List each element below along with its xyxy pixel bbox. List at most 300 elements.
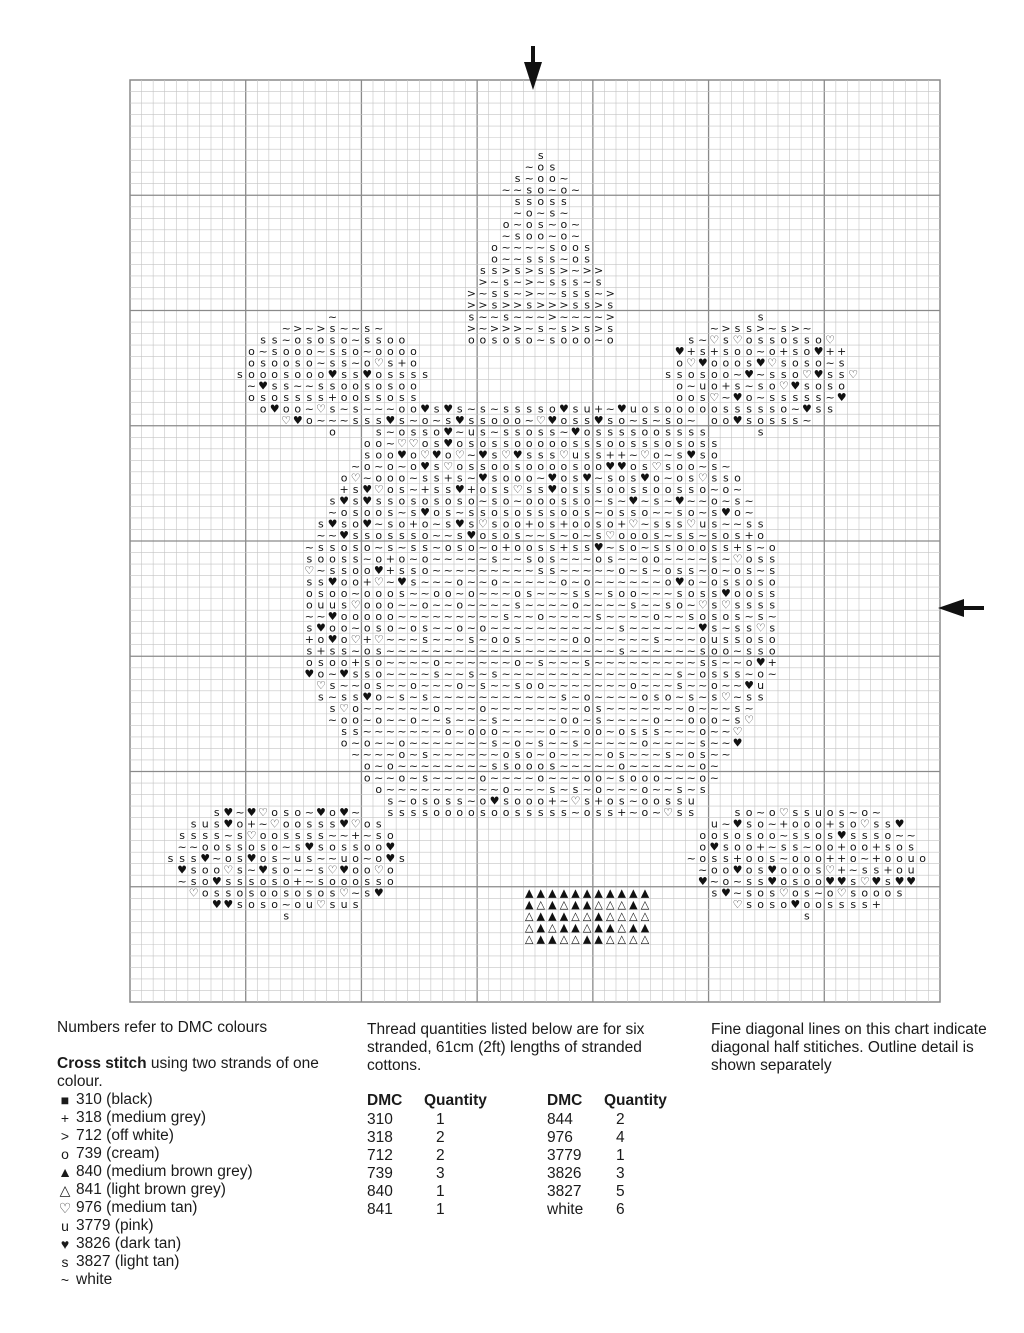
stitch-mark: ♥: [211, 874, 222, 888]
stitch-mark: ~: [732, 483, 743, 497]
stitch-mark: s: [306, 333, 313, 347]
stitch-mark: o: [305, 413, 313, 427]
stitch-mark: ~: [478, 759, 488, 773]
stitch-mark: s: [387, 517, 394, 531]
stitch-mark: o: [687, 437, 695, 451]
stitch-mark: ~: [628, 656, 638, 670]
stitch-mark: ♡: [697, 471, 708, 485]
stitch-mark: s: [387, 494, 394, 508]
stitch-mark: s: [399, 690, 405, 704]
thread-quantity: 3: [616, 1165, 625, 1182]
stitch-mark: s: [827, 828, 833, 842]
stitch-mark: o: [294, 898, 302, 912]
stitch-mark: o: [271, 805, 279, 819]
stitch-mark: o: [444, 805, 452, 819]
stitch-mark: ~: [385, 690, 395, 704]
stitch-mark: s: [491, 483, 498, 497]
stitch-mark: ~: [547, 702, 557, 716]
stitch-mark: +: [837, 863, 847, 877]
stitch-mark: s: [584, 287, 590, 301]
stitch-mark: ~: [756, 805, 766, 819]
stitch-mark: s: [537, 252, 544, 266]
stitch-mark: ~: [327, 851, 338, 865]
stitch-mark: ▲: [571, 921, 580, 935]
stitch-mark: s: [491, 471, 498, 485]
stitch-mark: ~: [663, 471, 673, 485]
stitch-mark: ♡: [720, 690, 731, 704]
stitch-mark: o: [560, 713, 568, 727]
stitch-mark: ~: [536, 725, 546, 739]
stitch-mark: s: [746, 413, 752, 427]
stitch-mark: △: [571, 932, 580, 946]
stitch-mark: o: [560, 241, 568, 255]
stitch-mark: s: [283, 379, 290, 393]
stitch-mark: s: [318, 863, 324, 877]
stitch-mark: s: [618, 771, 625, 785]
stitch-mark: ~: [663, 552, 673, 566]
color-key-item: [57, 1253, 357, 1271]
stitch-mark: s: [746, 817, 752, 831]
stitch-mark: o: [386, 828, 394, 842]
stitch-mark: ~: [582, 310, 592, 324]
stitch-mark: s: [780, 390, 787, 404]
stitch-mark: s: [387, 540, 394, 554]
stitch-mark: ~: [594, 287, 604, 301]
stitch-mark: ♡: [304, 563, 315, 577]
stitch-mark: u: [305, 898, 313, 912]
stitch-mark: △: [605, 898, 615, 912]
stitch-mark: o: [514, 736, 522, 750]
thread-quantity: 1: [616, 1147, 625, 1164]
stitch-mark: ~: [408, 759, 419, 773]
stitch-mark: s: [491, 529, 498, 543]
stitch-mark: ~: [524, 575, 534, 589]
stitch-mark: ~: [698, 529, 708, 543]
stitch-mark: s: [838, 367, 845, 381]
thread-quantity: 4: [616, 1129, 625, 1146]
stitch-mark: s: [179, 851, 185, 865]
stitch-mark: o: [271, 840, 279, 854]
stitch-mark: ~: [628, 552, 638, 566]
stitch-mark: s: [642, 563, 648, 577]
stitch-mark: ~: [605, 690, 615, 704]
stitch-mark: ~: [605, 782, 615, 796]
stitch-mark: ♥: [339, 817, 350, 831]
stitch-mark: o: [849, 817, 857, 831]
stitch-mark: s: [607, 321, 614, 335]
stitch-mark: ~: [779, 851, 789, 865]
stitch-mark: s: [665, 413, 671, 427]
stitch-mark: s: [642, 725, 648, 739]
dmc-code: white: [547, 1201, 584, 1218]
stitch-mark: o: [664, 483, 672, 497]
stitch-mark: ♥: [177, 863, 188, 877]
stitch-mark: o: [560, 471, 568, 485]
stitch-mark: o: [699, 483, 707, 497]
thread-row: [367, 1129, 667, 1147]
stitch-mark: ~: [443, 563, 453, 577]
stitch-mark: ~: [605, 679, 615, 693]
stitch-mark: s: [711, 552, 718, 566]
stitch-mark: o: [803, 851, 811, 865]
stitch-mark: ~: [513, 563, 523, 577]
stitch-mark: ♥: [547, 413, 558, 427]
stitch-mark: ~: [524, 644, 534, 658]
stitch-mark: ▲: [594, 909, 603, 923]
stitch-mark: o: [386, 333, 394, 347]
stitch-mark: ~: [698, 702, 708, 716]
stitch-mark: s: [306, 886, 313, 900]
stitch-mark: ~: [304, 321, 314, 335]
stitch-mark: ~: [732, 679, 743, 693]
stitch-mark: o: [757, 667, 765, 681]
stitch-mark: o: [502, 805, 510, 819]
stitch-mark: ~: [744, 609, 754, 623]
stitch-mark: ♥: [362, 517, 373, 531]
stitch-mark: s: [734, 805, 741, 819]
stitch-mark: o: [363, 563, 371, 577]
stitch-mark: s: [850, 874, 857, 888]
stitch-mark: o: [491, 540, 498, 554]
stitch-mark: ~: [721, 517, 731, 531]
stitch-mark: ♥: [443, 437, 454, 451]
stitch-mark: ♥: [477, 471, 488, 485]
stitch-mark: o: [687, 367, 695, 381]
stitch-mark: ~: [617, 782, 627, 796]
stitch-mark: s: [711, 471, 718, 485]
stitch-mark: ~: [339, 828, 349, 842]
stitch-symbol-icon: s: [61, 1254, 69, 1270]
stitch-mark: o: [768, 828, 776, 842]
stitch-mark: ~: [397, 782, 407, 796]
stitch-mark: ~: [466, 656, 476, 670]
stitch-mark: >: [478, 298, 488, 312]
stitch-mark: ~: [513, 771, 523, 785]
stitch-mark: o: [386, 863, 394, 877]
stitch-mark: o: [201, 874, 209, 888]
stitch-mark: +: [605, 448, 615, 462]
stitch-mark: o: [815, 817, 822, 831]
stitch-mark: s: [561, 195, 567, 209]
stitch-mark: o: [375, 552, 383, 566]
stitch-mark: ▲: [536, 932, 546, 946]
stitch-mark: >: [524, 287, 534, 301]
stitch-mark: s: [792, 840, 799, 854]
stitch-mark: o: [329, 552, 336, 566]
stitch-mark: ~: [628, 690, 638, 704]
stitch-mark: s: [375, 679, 382, 693]
stitch-mark: ~: [594, 506, 604, 520]
stitch-mark: o: [248, 356, 255, 370]
stitch-mark: △: [594, 898, 603, 912]
stitch-mark: +: [756, 840, 766, 854]
stitch-mark: ▲: [582, 886, 592, 900]
stitch-mark: ▲: [548, 886, 557, 900]
stitch-mark: ~: [536, 529, 546, 543]
stitch-mark: s: [769, 898, 776, 912]
stitch-mark: o: [791, 863, 799, 877]
stitch-mark: ~: [628, 575, 638, 589]
stitch-mark: ~: [594, 598, 604, 612]
stitch-mark: s: [503, 609, 509, 623]
stitch-mark: ~: [594, 667, 604, 681]
stitch-mark: o: [329, 621, 336, 635]
stitch-mark: ~: [501, 575, 511, 589]
dmc-code: 3826: [547, 1165, 582, 1182]
stitch-mark: ~: [513, 690, 523, 704]
stitch-mark: s: [861, 863, 868, 877]
stitch-mark: s: [792, 805, 799, 819]
stitch-mark: s: [699, 390, 706, 404]
stitch-mark: s: [399, 483, 405, 497]
stitch-mark: ~: [709, 771, 719, 785]
stitch-mark: s: [711, 460, 718, 474]
stitch-mark: ♥: [327, 517, 338, 531]
stitch-mark: s: [711, 690, 718, 704]
cross-stitch-instruction: [57, 1055, 357, 1091]
stitch-mark: ▲: [548, 898, 557, 912]
stitch-mark: o: [595, 552, 603, 566]
stitch-mark: o: [386, 483, 394, 497]
stitch-mark: ~: [466, 679, 476, 693]
stitch-mark: s: [237, 828, 243, 842]
stitch-mark: s: [549, 540, 556, 554]
stitch-mark: u: [467, 425, 475, 439]
stitch-mark: o: [583, 771, 591, 785]
stitch-mark: o: [363, 817, 371, 831]
stitch-mark: ~: [617, 736, 627, 750]
stitch-mark: ~: [513, 310, 523, 324]
stitch-mark: ♥: [454, 483, 465, 497]
stitch-mark: o: [271, 390, 279, 404]
stitch-mark: s: [480, 506, 486, 520]
stitch-mark: s: [514, 460, 521, 474]
stitch-mark: ~: [327, 413, 338, 427]
stitch-mark: o: [560, 229, 568, 243]
stitch-mark: o: [479, 725, 487, 739]
stitch-mark: o: [606, 483, 614, 497]
stitch-mark: ♥: [593, 540, 604, 554]
stitch-mark: s: [433, 460, 440, 474]
stitch-mark: o: [803, 863, 811, 877]
stitch-mark: u: [294, 851, 302, 865]
stitch-mark: s: [584, 794, 590, 808]
stitch-mark: s: [399, 586, 405, 600]
stitch-mark: >: [547, 310, 557, 324]
stitch-mark: ~: [640, 575, 650, 589]
stitch-mark: ~: [362, 552, 372, 566]
stitch-mark: o: [444, 586, 452, 600]
stitch-mark: ~: [397, 725, 407, 739]
stitch-mark: ♡: [697, 598, 708, 612]
stitch-mark: o: [768, 344, 776, 358]
stitch-mark: ~: [559, 794, 569, 808]
stitch-mark: s: [260, 840, 266, 854]
stitch-mark: ~: [524, 771, 534, 785]
stitch-mark: ~: [640, 621, 650, 635]
stitch-mark: ♥: [362, 483, 373, 497]
stitch-mark: ♡: [373, 632, 384, 646]
stitch-mark: s: [294, 828, 301, 842]
stitch-mark: ~: [756, 563, 766, 577]
stitch-mark: ♥: [258, 863, 269, 877]
stitch-mark: ~: [617, 632, 627, 646]
stitch-mark: o: [653, 471, 660, 485]
stitch-mark: s: [271, 874, 278, 888]
stitch-mark: ~: [374, 460, 384, 474]
stitch-mark: o: [340, 713, 348, 727]
stitch-mark: o: [606, 748, 614, 762]
stitch-mark: o: [710, 413, 718, 427]
stitch-mark: ~: [536, 598, 546, 612]
stitch-mark: ♡: [443, 460, 454, 474]
stitch-mark: ~: [767, 667, 777, 681]
color-key-item: [57, 1181, 357, 1199]
stitch-mark: +: [362, 575, 372, 589]
stitch-mark: ~: [559, 679, 569, 693]
stitch-mark: >: [513, 321, 523, 335]
stitch-mark: ♡: [223, 863, 234, 877]
stitch-mark: ~: [640, 702, 650, 716]
stitch-mark: s: [676, 679, 683, 693]
stitch-mark: s: [364, 886, 371, 900]
stitch-mark: ▲: [594, 921, 603, 935]
stitch-mark: ~: [455, 586, 465, 600]
stitch-mark: s: [364, 413, 371, 427]
stitch-mark: s: [688, 529, 695, 543]
stitch-mark: o: [710, 575, 718, 589]
stitch-mark: ~: [547, 656, 557, 670]
stitch-mark: o: [410, 379, 417, 393]
stitch-mark: s: [746, 874, 752, 888]
stitch-mark: s: [676, 448, 683, 462]
stitch-mark: ~: [559, 736, 569, 750]
stitch-mark: ~: [351, 356, 361, 370]
stitch-mark: ♥: [674, 494, 685, 508]
stitch-mark: ▲: [629, 921, 638, 935]
stitch-mark: ♥: [790, 898, 801, 912]
stitch-mark: o: [502, 471, 510, 485]
stitch-mark: o: [421, 517, 429, 531]
stitch-mark: +: [732, 851, 743, 865]
stitch-mark: o: [456, 621, 464, 635]
stitch-mark: ~: [663, 644, 673, 658]
stitch-mark: ~: [420, 736, 430, 750]
stitch-mark: o: [398, 344, 406, 358]
stitch-mark: ♥: [420, 460, 431, 474]
stitch-mark: s: [734, 598, 741, 612]
stitch-mark: ~: [536, 241, 546, 255]
stitch-mark: o: [525, 206, 533, 220]
stitch-mark: ~: [443, 575, 453, 589]
stitch-mark: ♡: [778, 805, 789, 819]
stitch-mark: ~: [559, 759, 569, 773]
stitch-mark: s: [584, 437, 590, 451]
stitch-mark: s: [503, 402, 509, 416]
stitch-mark: ~: [536, 333, 546, 347]
stitch-mark: s: [792, 413, 799, 427]
stitch-mark: ~: [559, 310, 569, 324]
stitch-mark: o: [618, 563, 626, 577]
stitch-mark: +: [871, 851, 881, 865]
stitch-mark: s: [757, 552, 764, 566]
stitch-mark: o: [502, 494, 510, 508]
stitch-mark: ~: [524, 563, 534, 577]
stitch-mark: ~: [432, 517, 442, 531]
stitch-mark: o: [398, 402, 406, 416]
stitch-mark: s: [549, 759, 556, 773]
stitch-mark: o: [386, 759, 394, 773]
stitch-symbol-icon: >: [60, 1128, 70, 1144]
stitch-mark: s: [537, 402, 544, 416]
stitch-mark: s: [352, 690, 359, 704]
stitch-mark: ~: [605, 575, 615, 589]
stitch-mark: ~: [640, 656, 650, 670]
stitch-mark: o: [745, 805, 753, 819]
stitch-mark: s: [676, 483, 683, 497]
stitch-mark: ♥: [211, 898, 222, 912]
stitch-mark: ▲: [524, 898, 534, 912]
stitch-mark: o: [340, 506, 348, 520]
stitch-mark: s: [561, 805, 567, 819]
stitch-mark: ~: [570, 702, 581, 716]
stitch-mark: o: [386, 609, 394, 623]
stitch-mark: o: [410, 356, 417, 370]
stitch-mark: ~: [513, 218, 523, 232]
stitch-mark: o: [896, 863, 903, 877]
color-key-item: [57, 1145, 357, 1163]
stitch-mark: o: [201, 840, 209, 854]
stitch-mark: ~: [432, 771, 442, 785]
stitch-mark: ~: [524, 690, 534, 704]
stitch-mark: o: [618, 759, 626, 773]
stitch-mark: ~: [443, 771, 453, 785]
stitch-mark: ~: [559, 609, 569, 623]
stitch-mark: s: [827, 402, 833, 416]
stitch-mark: s: [723, 471, 729, 485]
stitch-mark: ~: [327, 310, 338, 324]
stitch-mark: ~: [594, 471, 604, 485]
stitch-mark: s: [445, 413, 452, 427]
stitch-mark: o: [629, 540, 637, 554]
stitch-mark: >: [594, 298, 604, 312]
stitch-mark: s: [410, 575, 417, 589]
stitch-mark: ~: [281, 851, 291, 865]
stitch-mark: o: [236, 886, 244, 900]
stitch-mark: ~: [397, 460, 407, 474]
stitch-mark: ~: [513, 275, 523, 289]
stitch-mark: o: [386, 448, 394, 462]
stitch-mark: ~: [420, 667, 430, 681]
stitch-mark: ♥: [639, 471, 650, 485]
stitch-mark: ~: [478, 632, 488, 646]
stitch-mark: ~: [258, 344, 268, 358]
stitch-mark: ▲: [629, 898, 638, 912]
stitch-mark: +: [732, 540, 743, 554]
stitch-mark: ♡: [269, 817, 280, 831]
stitch-mark: s: [804, 356, 810, 370]
stitch-mark: ~: [721, 460, 731, 474]
stitch-mark: ~: [686, 725, 696, 739]
stitch-mark: o: [456, 598, 464, 612]
stitch-mark: o: [687, 702, 695, 716]
stitch-mark: o: [734, 471, 741, 485]
stitch-mark: o: [375, 609, 383, 623]
thread-row: [367, 1111, 667, 1129]
stitch-mark: o: [629, 529, 637, 543]
stitch-mark: o: [340, 390, 348, 404]
stitch-mark: ~: [408, 586, 419, 600]
